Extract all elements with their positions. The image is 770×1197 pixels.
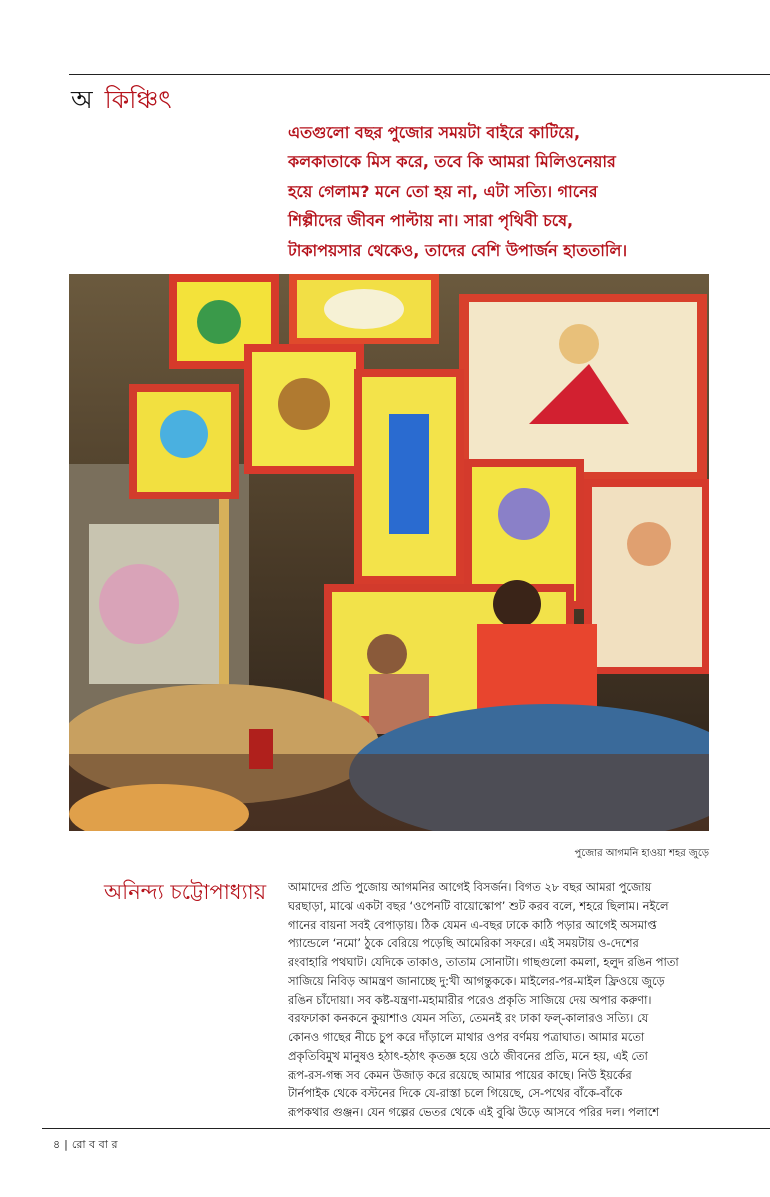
pull-quote-line: টাকাপয়সার থেকেও, তাদের বেশি উপার্জন হাততালি। [288,240,628,260]
section-label [71,84,172,116]
pull-quote-line: এতগুলো বছর পুজোর সময়টা বাইরে কাটিয়ে, [288,123,581,142]
body-line: প্যান্ডেলে ‘নমো’ ঠুকে বেরিয়ে পড়েছি আমেরিকা সফরে। এই সময়টায় ও-দেশের [288,936,639,951]
body-line: রংবাহারি পথঘাট। যেদিকে তাকাও, তাতাম সোনাটা। গাছগুলো কমলা, হলুদ রঙিন পাতা [288,955,679,969]
top-rule [69,74,770,75]
body-line: ঘরছাড়া, মাঝে একটা বছর ‘ওপেনটি বায়োস্কোপ’ শুট করব বলে, শহরে ছিলাম। নইলে [288,898,669,913]
body-line: টার্নপাইক থেকে বস্টনের দিকে যে-রাস্তা চলে গিয়েছে, সে-পথের বাঁকে-বাঁকে [288,1086,623,1101]
page-folio [53,1136,118,1155]
bottom-rule [42,1128,770,1129]
section-prefix: অ [71,85,93,114]
pull-quote-line: হয়ে গেলাম? মনে তো হয় না, এটা সত্যি। গানের [288,181,598,201]
body-line: রঙিন চাঁদোয়া। সব কষ্ট-যন্ত্রণা-মহামারীর পরেও প্রকৃতি সাজিয়ে দেয় অপার করুণা। [288,992,652,1007]
folio-separator: | [64,1138,68,1151]
body-line: আমাদের প্রতি পুজোয় আগমনির আগেই বিসর্জন। বিগত ২৮ বছর আমরা পুজোয় [288,880,652,894]
pull-quote-line: শিল্পীদের জীবন পাল্টায় না। সারা পৃথিবী চষে, [288,211,574,231]
pull-quote-line: কলকাতাকে মিস করে, তবে কি আমরা মিলিওনেয়ার [288,152,616,172]
body-line: রূপকথার গুঞ্জন। যেন গল্পের ভেতর থেকে এই বুঝি উড়ে আসবে পরির দল। পলাশে [288,1105,660,1119]
body-line: কোনও গাছের নীচে চুপ করে দাঁড়ালে মাথার ওপর বর্ণময় পত্রাঘাত। আমার মতো [288,1030,645,1044]
body-line: গানের বায়না সবই বেপাড়ায়। ঠিক যেমন এ-বছর ঢাকে কাঠি পড়ার আগেই অসমাপ্ত [288,917,657,932]
section-name: কিঞ্চিৎ [104,85,172,114]
magazine-name: রো ব বা র [71,1138,118,1151]
body-line: সাজিয়ে নিবিড় আমন্ত্রণ জানাচ্ছে দু:খী আগন্তুককে। মাইলের-পর-মাইল ফ্রিওয়ে জুড়ে [288,973,665,988]
author-byline: অনিন্দ্য চট্টোপাধ্যায় [104,880,267,904]
body-line: বরফঢাকা কনকনে কুয়াশাও যেমন সত্যি, তেমনই রং ঢাকা ফল্-কালারও সত্যি। যে [288,1011,649,1026]
article-body [288,878,720,1122]
body-line: প্রকৃতিবিমুখ মানুষও হঠাৎ-হঠাৎ কৃতজ্ঞ হয়ে ওঠে জীবনের প্রতি, মনে হয়, এই তো [288,1048,648,1063]
page-number: ৪ [53,1138,61,1151]
photo-caption: পুজোর আগমনি হাওয়া শহর জুড়ে [574,848,709,859]
pull-quote [288,118,758,265]
body-line: রূপ-রস-গন্ধ সব কেমন উজাড় করে রয়েছে আমার পায়ের কাছে। নিউ ইয়র্কের [288,1067,632,1082]
pattachitra-painters-photo [69,274,709,831]
